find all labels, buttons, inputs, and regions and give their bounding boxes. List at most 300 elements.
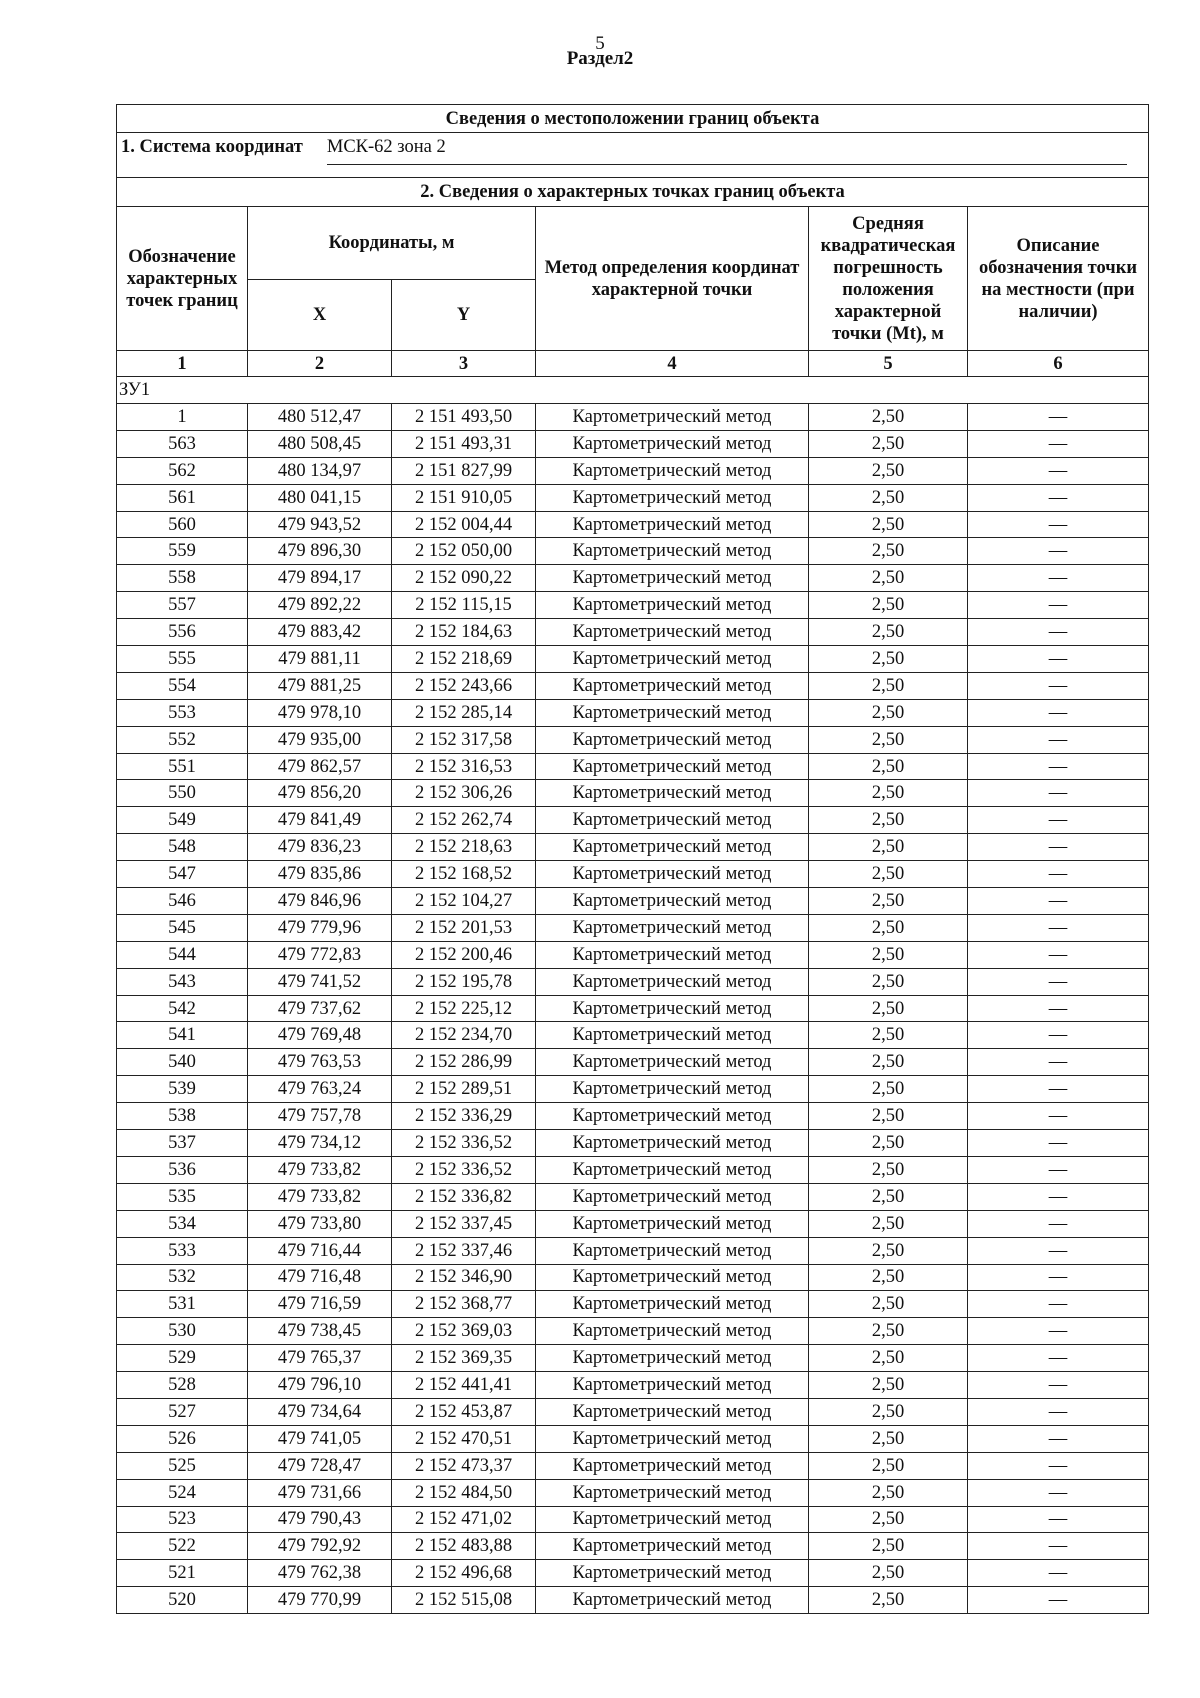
cell-description: — xyxy=(968,699,1149,726)
cell-x: 479 796,10 xyxy=(248,1372,392,1399)
cell-method: Картометрический метод xyxy=(536,404,809,431)
cell-x: 479 856,20 xyxy=(248,780,392,807)
cell-y: 2 152 483,88 xyxy=(392,1533,536,1560)
column-number: 6 xyxy=(968,351,1149,377)
cell-error: 2,50 xyxy=(809,1130,968,1157)
cell-y: 2 152 337,46 xyxy=(392,1237,536,1264)
cell-y: 2 152 201,53 xyxy=(392,914,536,941)
cell-description: — xyxy=(968,538,1149,565)
cell-error: 2,50 xyxy=(809,646,968,673)
table-row xyxy=(117,672,1149,699)
cell-y: 2 152 262,74 xyxy=(392,807,536,834)
cell-error: 2,50 xyxy=(809,1022,968,1049)
cell-error: 2,50 xyxy=(809,1560,968,1587)
cell-point: 525 xyxy=(117,1452,248,1479)
cell-method: Картометрический метод xyxy=(536,834,809,861)
table-row xyxy=(117,1560,1149,1587)
cell-y: 2 152 471,02 xyxy=(392,1506,536,1533)
cell-description: — xyxy=(968,1076,1149,1103)
header-x: X xyxy=(248,280,392,351)
cell-error: 2,50 xyxy=(809,538,968,565)
cell-method: Картометрический метод xyxy=(536,1103,809,1130)
cell-point: 555 xyxy=(117,646,248,673)
cell-x: 479 763,24 xyxy=(248,1076,392,1103)
cell-error: 2,50 xyxy=(809,888,968,915)
cell-point: 537 xyxy=(117,1130,248,1157)
table-row xyxy=(117,861,1149,888)
cell-description: — xyxy=(968,1560,1149,1587)
table-row xyxy=(117,1156,1149,1183)
cell-error: 2,50 xyxy=(809,672,968,699)
cell-method: Картометрический метод xyxy=(536,565,809,592)
cell-y: 2 152 337,45 xyxy=(392,1210,536,1237)
table-row xyxy=(117,726,1149,753)
cell-method: Картометрический метод xyxy=(536,1210,809,1237)
cell-point: 547 xyxy=(117,861,248,888)
cell-x: 479 716,59 xyxy=(248,1291,392,1318)
cell-x: 479 779,96 xyxy=(248,914,392,941)
cell-point: 559 xyxy=(117,538,248,565)
cell-point: 530 xyxy=(117,1318,248,1345)
cell-point: 538 xyxy=(117,1103,248,1130)
table-row xyxy=(117,1022,1149,1049)
page-number: 5 xyxy=(595,33,605,54)
cell-description: — xyxy=(968,457,1149,484)
cell-point: 539 xyxy=(117,1076,248,1103)
cell-x: 479 943,52 xyxy=(248,511,392,538)
cell-y: 2 151 493,31 xyxy=(392,430,536,457)
cell-x: 480 041,15 xyxy=(248,484,392,511)
cell-method: Картометрический метод xyxy=(536,1372,809,1399)
cell-description: — xyxy=(968,861,1149,888)
cell-x: 479 835,86 xyxy=(248,861,392,888)
cell-x: 479 770,99 xyxy=(248,1587,392,1614)
cell-y: 2 152 496,68 xyxy=(392,1560,536,1587)
cell-description: — xyxy=(968,1345,1149,1372)
header-designation: Обозначение характерных точек границ xyxy=(117,207,248,351)
cell-point: 551 xyxy=(117,753,248,780)
cell-x: 479 728,47 xyxy=(248,1452,392,1479)
cell-method: Картометрический метод xyxy=(536,1049,809,1076)
cell-x: 479 734,64 xyxy=(248,1398,392,1425)
cell-error: 2,50 xyxy=(809,753,968,780)
cell-y: 2 152 369,03 xyxy=(392,1318,536,1345)
cell-error: 2,50 xyxy=(809,780,968,807)
cell-method: Картометрический метод xyxy=(536,619,809,646)
cell-x: 479 716,48 xyxy=(248,1264,392,1291)
table-row xyxy=(117,1452,1149,1479)
cell-method: Картометрический метод xyxy=(536,1318,809,1345)
cell-y: 2 152 289,51 xyxy=(392,1076,536,1103)
cell-error: 2,50 xyxy=(809,699,968,726)
cell-point: 549 xyxy=(117,807,248,834)
cell-description: — xyxy=(968,914,1149,941)
cell-point: 528 xyxy=(117,1372,248,1399)
cell-description: — xyxy=(968,941,1149,968)
table-row xyxy=(117,914,1149,941)
cell-method: Картометрический метод xyxy=(536,1237,809,1264)
cell-description: — xyxy=(968,1049,1149,1076)
cell-x: 479 772,83 xyxy=(248,941,392,968)
cell-method: Картометрический метод xyxy=(536,1264,809,1291)
cell-method: Картометрический метод xyxy=(536,753,809,780)
cell-y: 2 152 243,66 xyxy=(392,672,536,699)
cell-description: — xyxy=(968,1022,1149,1049)
cell-y: 2 152 200,46 xyxy=(392,941,536,968)
cell-point: 531 xyxy=(117,1291,248,1318)
header-y: Y xyxy=(392,280,536,351)
cell-point: 532 xyxy=(117,1264,248,1291)
table-row xyxy=(117,1237,1149,1264)
cell-description: — xyxy=(968,1398,1149,1425)
cell-description: — xyxy=(968,565,1149,592)
cell-error: 2,50 xyxy=(809,914,968,941)
cell-x: 479 769,48 xyxy=(248,1022,392,1049)
cell-description: — xyxy=(968,1452,1149,1479)
cell-y: 2 152 317,58 xyxy=(392,726,536,753)
table-row xyxy=(117,1587,1149,1614)
table-row xyxy=(117,457,1149,484)
group-label: ЗУ1 xyxy=(117,377,1149,404)
cell-x: 479 892,22 xyxy=(248,592,392,619)
cell-description: — xyxy=(968,484,1149,511)
cell-method: Картометрический метод xyxy=(536,1533,809,1560)
cell-point: 550 xyxy=(117,780,248,807)
cell-point: 552 xyxy=(117,726,248,753)
cell-description: — xyxy=(968,968,1149,995)
table-row xyxy=(117,1506,1149,1533)
cell-x: 479 792,92 xyxy=(248,1533,392,1560)
cell-point: 544 xyxy=(117,941,248,968)
cell-y: 2 152 285,14 xyxy=(392,699,536,726)
cell-x: 479 733,82 xyxy=(248,1183,392,1210)
cell-x: 479 790,43 xyxy=(248,1506,392,1533)
cell-x: 479 883,42 xyxy=(248,619,392,646)
cell-description: — xyxy=(968,646,1149,673)
cell-error: 2,50 xyxy=(809,511,968,538)
cell-description: — xyxy=(968,807,1149,834)
cell-y: 2 152 515,08 xyxy=(392,1587,536,1614)
cell-point: 554 xyxy=(117,672,248,699)
cell-method: Картометрический метод xyxy=(536,807,809,834)
cell-y: 2 152 470,51 xyxy=(392,1425,536,1452)
cell-error: 2,50 xyxy=(809,1264,968,1291)
cell-error: 2,50 xyxy=(809,565,968,592)
cell-x: 479 741,52 xyxy=(248,968,392,995)
cell-point: 526 xyxy=(117,1425,248,1452)
table-row xyxy=(117,538,1149,565)
cell-point: 562 xyxy=(117,457,248,484)
cell-x: 479 846,96 xyxy=(248,888,392,915)
cell-description: — xyxy=(968,1425,1149,1452)
section-title: Раздел2 xyxy=(566,48,634,69)
cell-y: 2 152 090,22 xyxy=(392,565,536,592)
cell-method: Картометрический метод xyxy=(536,780,809,807)
table-row xyxy=(117,888,1149,915)
cell-error: 2,50 xyxy=(809,1398,968,1425)
cell-error: 2,50 xyxy=(809,1156,968,1183)
table-row xyxy=(117,699,1149,726)
cell-method: Картометрический метод xyxy=(536,1076,809,1103)
cell-point: 520 xyxy=(117,1587,248,1614)
cell-error: 2,50 xyxy=(809,1237,968,1264)
cell-error: 2,50 xyxy=(809,1318,968,1345)
cell-description: — xyxy=(968,753,1149,780)
cell-description: — xyxy=(968,1264,1149,1291)
cell-y: 2 152 195,78 xyxy=(392,968,536,995)
header-coordinates: Координаты, м xyxy=(248,207,536,280)
cell-description: — xyxy=(968,1318,1149,1345)
cell-method: Картометрический метод xyxy=(536,484,809,511)
cell-error: 2,50 xyxy=(809,1345,968,1372)
cell-method: Картометрический метод xyxy=(536,968,809,995)
cell-error: 2,50 xyxy=(809,968,968,995)
table-row xyxy=(117,1183,1149,1210)
cell-y: 2 152 316,53 xyxy=(392,753,536,780)
table-row xyxy=(117,968,1149,995)
cell-point: 529 xyxy=(117,1345,248,1372)
cell-method: Картометрический метод xyxy=(536,646,809,673)
cell-description: — xyxy=(968,1479,1149,1506)
cell-method: Картометрический метод xyxy=(536,511,809,538)
cell-y: 2 152 286,99 xyxy=(392,1049,536,1076)
cell-y: 2 152 473,37 xyxy=(392,1452,536,1479)
cell-method: Картометрический метод xyxy=(536,457,809,484)
cell-y: 2 152 234,70 xyxy=(392,1022,536,1049)
cell-point: 541 xyxy=(117,1022,248,1049)
cell-error: 2,50 xyxy=(809,861,968,888)
cell-x: 479 862,57 xyxy=(248,753,392,780)
cell-y: 2 152 218,63 xyxy=(392,834,536,861)
cell-description: — xyxy=(968,1103,1149,1130)
cell-method: Картометрический метод xyxy=(536,941,809,968)
cell-point: 533 xyxy=(117,1237,248,1264)
cell-method: Картометрический метод xyxy=(536,672,809,699)
cell-point: 523 xyxy=(117,1506,248,1533)
cell-method: Картометрический метод xyxy=(536,592,809,619)
cell-x: 479 881,25 xyxy=(248,672,392,699)
cell-method: Картометрический метод xyxy=(536,1022,809,1049)
cell-x: 479 765,37 xyxy=(248,1345,392,1372)
cell-y: 2 152 218,69 xyxy=(392,646,536,673)
cell-method: Картометрический метод xyxy=(536,914,809,941)
cell-y: 2 152 225,12 xyxy=(392,995,536,1022)
cell-error: 2,50 xyxy=(809,807,968,834)
cell-description: — xyxy=(968,780,1149,807)
cell-point: 553 xyxy=(117,699,248,726)
table-title: Сведения о местоположении границ объекта xyxy=(117,105,1149,133)
cell-method: Картометрический метод xyxy=(536,1452,809,1479)
cell-error: 2,50 xyxy=(809,1479,968,1506)
cell-description: — xyxy=(968,430,1149,457)
table-row xyxy=(117,834,1149,861)
cell-error: 2,50 xyxy=(809,1103,968,1130)
cell-description: — xyxy=(968,1210,1149,1237)
cell-error: 2,50 xyxy=(809,1210,968,1237)
cell-y: 2 152 306,26 xyxy=(392,780,536,807)
cell-description: — xyxy=(968,1130,1149,1157)
cell-error: 2,50 xyxy=(809,834,968,861)
table-row xyxy=(117,1345,1149,1372)
table-row xyxy=(117,646,1149,673)
cell-y: 2 152 004,44 xyxy=(392,511,536,538)
cell-method: Картометрический метод xyxy=(536,1587,809,1614)
cell-y: 2 152 484,50 xyxy=(392,1479,536,1506)
table-row xyxy=(117,1210,1149,1237)
cell-error: 2,50 xyxy=(809,484,968,511)
cell-error: 2,50 xyxy=(809,457,968,484)
table-row xyxy=(117,1479,1149,1506)
table-row xyxy=(117,1291,1149,1318)
cell-point: 521 xyxy=(117,1560,248,1587)
cell-description: — xyxy=(968,726,1149,753)
cell-x: 479 935,00 xyxy=(248,726,392,753)
cell-description: — xyxy=(968,511,1149,538)
cell-x: 479 978,10 xyxy=(248,699,392,726)
coord-system-value: МСК-62 зона 2 xyxy=(327,136,1127,165)
table-row xyxy=(117,1264,1149,1291)
table-row xyxy=(117,753,1149,780)
table-subtitle: 2. Сведения о характерных точках границ объекта xyxy=(117,178,1149,207)
cell-error: 2,50 xyxy=(809,1506,968,1533)
cell-point: 560 xyxy=(117,511,248,538)
cell-error: 2,50 xyxy=(809,404,968,431)
boundary-points-table xyxy=(116,104,1149,1614)
cell-description: — xyxy=(968,1587,1149,1614)
cell-point: 543 xyxy=(117,968,248,995)
cell-x: 479 738,45 xyxy=(248,1318,392,1345)
cell-y: 2 152 336,52 xyxy=(392,1130,536,1157)
cell-y: 2 152 368,77 xyxy=(392,1291,536,1318)
column-number: 3 xyxy=(392,351,536,377)
cell-method: Картометрический метод xyxy=(536,861,809,888)
table-row xyxy=(117,430,1149,457)
cell-error: 2,50 xyxy=(809,1425,968,1452)
cell-description: — xyxy=(968,1237,1149,1264)
cell-method: Картометрический метод xyxy=(536,1506,809,1533)
cell-point: 534 xyxy=(117,1210,248,1237)
cell-method: Картометрический метод xyxy=(536,1291,809,1318)
cell-method: Картометрический метод xyxy=(536,1156,809,1183)
cell-error: 2,50 xyxy=(809,1452,968,1479)
table-row xyxy=(117,807,1149,834)
cell-error: 2,50 xyxy=(809,430,968,457)
cell-error: 2,50 xyxy=(809,726,968,753)
table-row xyxy=(117,511,1149,538)
cell-error: 2,50 xyxy=(809,1291,968,1318)
column-number: 5 xyxy=(809,351,968,377)
header-error: Средняя квадратическая погрешность положения характерной точки (Mt), м xyxy=(809,207,968,351)
cell-error: 2,50 xyxy=(809,619,968,646)
table-row xyxy=(117,565,1149,592)
cell-y: 2 152 168,52 xyxy=(392,861,536,888)
cell-description: — xyxy=(968,1183,1149,1210)
cell-point: 556 xyxy=(117,619,248,646)
table-row xyxy=(117,1076,1149,1103)
cell-point: 563 xyxy=(117,430,248,457)
table-row xyxy=(117,1398,1149,1425)
cell-error: 2,50 xyxy=(809,1076,968,1103)
cell-y: 2 152 184,63 xyxy=(392,619,536,646)
table-row xyxy=(117,1130,1149,1157)
cell-point: 524 xyxy=(117,1479,248,1506)
cell-error: 2,50 xyxy=(809,1372,968,1399)
cell-y: 2 151 493,50 xyxy=(392,404,536,431)
cell-x: 479 762,38 xyxy=(248,1560,392,1587)
cell-x: 480 512,47 xyxy=(248,404,392,431)
cell-y: 2 152 441,41 xyxy=(392,1372,536,1399)
cell-x: 479 896,30 xyxy=(248,538,392,565)
cell-description: — xyxy=(968,404,1149,431)
cell-x: 480 508,45 xyxy=(248,430,392,457)
cell-error: 2,50 xyxy=(809,995,968,1022)
cell-error: 2,50 xyxy=(809,1587,968,1614)
column-number: 4 xyxy=(536,351,809,377)
coord-system-label: 1. Система координат xyxy=(121,137,303,157)
cell-error: 2,50 xyxy=(809,592,968,619)
cell-description: — xyxy=(968,1291,1149,1318)
cell-point: 522 xyxy=(117,1533,248,1560)
cell-x: 479 731,66 xyxy=(248,1479,392,1506)
table-row xyxy=(117,1425,1149,1452)
cell-y: 2 151 827,99 xyxy=(392,457,536,484)
cell-y: 2 152 336,29 xyxy=(392,1103,536,1130)
cell-method: Картометрический метод xyxy=(536,1425,809,1452)
cell-x: 479 716,44 xyxy=(248,1237,392,1264)
cell-x: 479 894,17 xyxy=(248,565,392,592)
cell-x: 480 134,97 xyxy=(248,457,392,484)
cell-description: — xyxy=(968,1506,1149,1533)
cell-description: — xyxy=(968,1533,1149,1560)
cell-description: — xyxy=(968,995,1149,1022)
cell-y: 2 152 050,00 xyxy=(392,538,536,565)
table-row xyxy=(117,484,1149,511)
cell-method: Картометрический метод xyxy=(536,699,809,726)
cell-point: 548 xyxy=(117,834,248,861)
table-row xyxy=(117,1318,1149,1345)
cell-error: 2,50 xyxy=(809,1049,968,1076)
cell-point: 536 xyxy=(117,1156,248,1183)
cell-point: 558 xyxy=(117,565,248,592)
cell-error: 2,50 xyxy=(809,1183,968,1210)
cell-x: 479 733,80 xyxy=(248,1210,392,1237)
cell-y: 2 152 453,87 xyxy=(392,1398,536,1425)
cell-x: 479 836,23 xyxy=(248,834,392,861)
cell-point: 561 xyxy=(117,484,248,511)
cell-description: — xyxy=(968,619,1149,646)
cell-method: Картометрический метод xyxy=(536,1345,809,1372)
cell-method: Картометрический метод xyxy=(536,430,809,457)
cell-y: 2 151 910,05 xyxy=(392,484,536,511)
coord-system-row xyxy=(117,133,1149,178)
cell-x: 479 737,62 xyxy=(248,995,392,1022)
cell-method: Картометрический метод xyxy=(536,1560,809,1587)
cell-x: 479 881,11 xyxy=(248,646,392,673)
cell-description: — xyxy=(968,592,1149,619)
cell-method: Картометрический метод xyxy=(536,1479,809,1506)
cell-point: 546 xyxy=(117,888,248,915)
cell-point: 545 xyxy=(117,914,248,941)
cell-method: Картометрический метод xyxy=(536,726,809,753)
column-number: 1 xyxy=(117,351,248,377)
cell-point: 542 xyxy=(117,995,248,1022)
table-row xyxy=(117,404,1149,431)
cell-y: 2 152 346,90 xyxy=(392,1264,536,1291)
cell-y: 2 152 115,15 xyxy=(392,592,536,619)
cell-y: 2 152 336,82 xyxy=(392,1183,536,1210)
table-row xyxy=(117,592,1149,619)
cell-method: Картометрический метод xyxy=(536,995,809,1022)
